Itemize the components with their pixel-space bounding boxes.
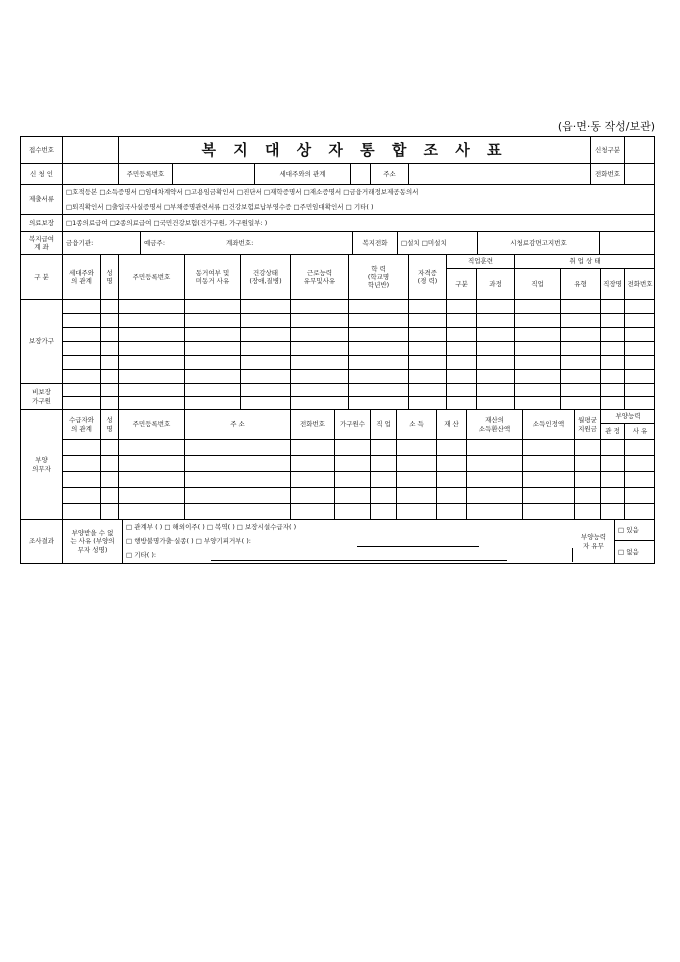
table-cell[interactable] xyxy=(371,456,397,472)
table-cell[interactable] xyxy=(397,504,437,520)
welfare-account-label: 복지급여 계 좌 xyxy=(21,232,63,255)
table-cell[interactable] xyxy=(119,356,185,370)
sup-col-job: 직 업 xyxy=(371,410,397,440)
table-cell[interactable] xyxy=(575,440,601,456)
col-job-type: 유형 xyxy=(561,269,601,300)
table-cell[interactable] xyxy=(119,397,185,410)
table-cell[interactable] xyxy=(625,342,655,356)
table-cell[interactable] xyxy=(561,384,601,397)
table-cell[interactable] xyxy=(561,397,601,410)
table-cell[interactable] xyxy=(335,440,371,456)
table-cell[interactable] xyxy=(409,356,447,370)
table-cell[interactable] xyxy=(241,370,291,384)
table-cell[interactable] xyxy=(63,300,101,314)
table-cell[interactable] xyxy=(467,504,523,520)
welfare-phone-label: 복지전화 xyxy=(353,232,398,255)
resident-no-field[interactable] xyxy=(173,164,255,185)
table-cell[interactable] xyxy=(371,488,397,504)
supporter-label: 부양 의무자 xyxy=(21,410,63,520)
table-cell[interactable] xyxy=(575,488,601,504)
table-cell[interactable] xyxy=(477,300,515,314)
table-cell[interactable] xyxy=(625,356,655,370)
table-cell[interactable] xyxy=(101,440,119,456)
ability-yes-option[interactable]: □ 있음 xyxy=(615,520,655,541)
table-cell[interactable] xyxy=(185,440,291,456)
investigation-line-1[interactable]: □ 관계부 ( ) □ 해외이주( ) □ 복역( ) □ 보장시설수급자( ) xyxy=(126,523,297,532)
table-cell[interactable] xyxy=(515,300,561,314)
table-cell[interactable] xyxy=(477,384,515,397)
receipt-no-label: 접수번호 xyxy=(21,137,63,164)
table-cell[interactable] xyxy=(101,314,119,328)
table-cell[interactable] xyxy=(101,356,119,370)
table-cell[interactable] xyxy=(241,356,291,370)
table-cell[interactable] xyxy=(101,370,119,384)
support-ability-label: 부양능력 자 유무 xyxy=(573,520,615,563)
col-relation: 세대주와 의 관계 xyxy=(63,255,101,300)
table-cell[interactable] xyxy=(625,300,655,314)
table-cell[interactable] xyxy=(601,328,625,342)
table-cell[interactable] xyxy=(349,300,409,314)
form-top-note: (읍·면·동 작성/보관) xyxy=(557,120,655,133)
table-cell[interactable] xyxy=(409,300,447,314)
table-cell[interactable] xyxy=(625,488,655,504)
investigation-reason-label: 부양받을 수 없 는 사유 (부양의 무자 성명) xyxy=(63,520,123,563)
table-cell[interactable] xyxy=(63,456,101,472)
table-cell[interactable] xyxy=(561,342,601,356)
documents-line-1[interactable]: □호적등본 □소득증명서 □임대차계약서 □고용임금확인서 □진단서 □재학증명서 □재소증명서 □금융거래정보제공동의서 xyxy=(66,188,419,197)
table-cell[interactable] xyxy=(515,328,561,342)
col-work-ability: 근로능력 유무및사유 xyxy=(291,255,349,300)
table-cell[interactable] xyxy=(561,300,601,314)
investigation-label: 조사결과 xyxy=(21,520,63,563)
form-title: 복 지 대 상 자 통 합 조 사 표 xyxy=(119,137,591,164)
col-cohab: 동거여부 및 미동거 사유 xyxy=(185,255,241,300)
sup-col-phone: 전화번호 xyxy=(291,410,335,440)
table-cell[interactable] xyxy=(185,356,241,370)
table-cell[interactable] xyxy=(437,440,467,456)
table-cell[interactable] xyxy=(101,384,119,397)
table-cell[interactable] xyxy=(625,440,655,456)
table-cell[interactable] xyxy=(523,440,575,456)
table-cell[interactable] xyxy=(601,342,625,356)
table-cell[interactable] xyxy=(185,314,241,328)
col-workplace: 직장명 xyxy=(601,269,625,300)
table-cell[interactable] xyxy=(515,384,561,397)
table-cell[interactable] xyxy=(561,370,601,384)
address-label: 주소 xyxy=(371,164,409,185)
table-cell[interactable] xyxy=(63,440,101,456)
table-cell[interactable] xyxy=(437,504,467,520)
col-training: 직업훈련 xyxy=(447,255,515,269)
table-cell[interactable] xyxy=(349,314,409,328)
non-protected-label: 비보장 가구원 xyxy=(21,384,63,410)
table-cell[interactable] xyxy=(409,370,447,384)
table-cell[interactable] xyxy=(241,328,291,342)
table-cell[interactable] xyxy=(241,342,291,356)
table-cell[interactable] xyxy=(477,314,515,328)
table-cell[interactable] xyxy=(63,314,101,328)
table-cell[interactable] xyxy=(625,328,655,342)
table-cell[interactable] xyxy=(119,342,185,356)
ability-no-option[interactable]: □ 없음 xyxy=(618,547,639,556)
table-cell[interactable] xyxy=(185,342,241,356)
table-cell[interactable] xyxy=(409,384,447,397)
relation-label: 세대주와의 관계 xyxy=(255,164,351,185)
table-cell[interactable] xyxy=(515,342,561,356)
table-cell[interactable] xyxy=(291,328,349,342)
tv-fee-label: 시청료감면고지번호 xyxy=(478,232,600,255)
resident-no-label: 주민등록번호 xyxy=(119,164,173,185)
table-cell[interactable] xyxy=(291,440,335,456)
table-cell[interactable] xyxy=(409,328,447,342)
table-cell[interactable] xyxy=(477,356,515,370)
sup-col-property-detail: 재산의 소득환산액 xyxy=(467,410,523,440)
table-cell[interactable] xyxy=(515,397,561,410)
table-cell[interactable] xyxy=(101,456,119,472)
table-cell[interactable] xyxy=(523,504,575,520)
table-cell[interactable] xyxy=(447,370,477,384)
table-cell[interactable] xyxy=(625,314,655,328)
address-field[interactable] xyxy=(409,164,591,185)
table-cell[interactable] xyxy=(575,456,601,472)
table-cell[interactable] xyxy=(291,300,349,314)
table-cell[interactable] xyxy=(119,440,185,456)
investigation-line-2[interactable]: □ 행방불명가출·실종( ) □ 부양기피거부( ): xyxy=(126,536,251,545)
table-cell[interactable] xyxy=(371,504,397,520)
table-cell[interactable] xyxy=(101,328,119,342)
table-cell[interactable] xyxy=(397,440,437,456)
documents-line-2[interactable]: □퇴직확인서 □출입국사실증명서 □부채증명관련서류 □건강보험료납부영수증 □주민임대확인서 □ 기타( ) xyxy=(63,200,655,215)
table-cell[interactable] xyxy=(349,342,409,356)
table-cell[interactable] xyxy=(119,488,185,504)
table-cell[interactable] xyxy=(291,488,335,504)
table-cell[interactable] xyxy=(447,342,477,356)
account-field[interactable]: 계좌번호: xyxy=(223,232,353,255)
table-cell[interactable] xyxy=(601,456,625,472)
col-gender: 성 명 xyxy=(101,255,119,300)
table-cell[interactable] xyxy=(63,370,101,384)
col-job: 직업 xyxy=(515,269,561,300)
table-cell[interactable] xyxy=(349,356,409,370)
table-cell[interactable] xyxy=(291,370,349,384)
table-cell[interactable] xyxy=(625,504,655,520)
col-school: 학 력 (학교명 학년반) xyxy=(349,255,409,300)
sup-col-gender: 성 명 xyxy=(101,410,119,440)
table-cell[interactable] xyxy=(467,488,523,504)
col-health: 건강상태 (장애,질병) xyxy=(241,255,291,300)
table-cell[interactable] xyxy=(467,472,523,488)
table-cell[interactable] xyxy=(437,472,467,488)
table-cell[interactable] xyxy=(119,384,185,397)
table-cell[interactable] xyxy=(119,300,185,314)
table-cell[interactable] xyxy=(397,472,437,488)
table-cell[interactable] xyxy=(291,472,335,488)
table-cell[interactable] xyxy=(291,342,349,356)
medical-options[interactable]: □1종의료급여 □2종의료급여 □국민건강보험(건가구원, 가구원일부: ) xyxy=(63,215,655,232)
table-cell[interactable] xyxy=(185,370,241,384)
table-cell[interactable] xyxy=(185,300,241,314)
table-cell[interactable] xyxy=(185,456,291,472)
table-cell[interactable] xyxy=(335,456,371,472)
table-cell[interactable] xyxy=(335,488,371,504)
table-cell[interactable] xyxy=(241,300,291,314)
table-cell[interactable] xyxy=(601,356,625,370)
sup-col-resident-no: 주민등록번호 xyxy=(119,410,185,440)
table-cell[interactable] xyxy=(575,504,601,520)
table-cell[interactable] xyxy=(561,328,601,342)
table-cell[interactable] xyxy=(601,300,625,314)
table-cell[interactable] xyxy=(601,488,625,504)
table-cell[interactable] xyxy=(409,397,447,410)
table-cell[interactable] xyxy=(185,472,291,488)
welfare-survey-form xyxy=(20,136,655,564)
col-employment: 취 업 상 태 xyxy=(515,255,655,269)
table-cell[interactable] xyxy=(185,397,241,410)
table-cell[interactable] xyxy=(397,488,437,504)
relation-field[interactable] xyxy=(351,164,371,185)
table-cell[interactable] xyxy=(447,397,477,410)
table-cell[interactable] xyxy=(185,384,241,397)
table-cell[interactable] xyxy=(119,314,185,328)
table-cell[interactable] xyxy=(291,456,335,472)
table-cell[interactable] xyxy=(101,504,119,520)
medical-label: 의료보장 xyxy=(21,215,63,232)
table-cell[interactable] xyxy=(477,328,515,342)
table-cell[interactable] xyxy=(291,314,349,328)
table-cell[interactable] xyxy=(349,397,409,410)
table-cell[interactable] xyxy=(625,456,655,472)
sup-col-monthly-support: 월평균 지원금 xyxy=(575,410,601,440)
sup-col-ability-reason: 사 유 xyxy=(625,424,655,440)
table-cell[interactable] xyxy=(291,504,335,520)
sup-col-income: 소 득 xyxy=(397,410,437,440)
table-cell[interactable] xyxy=(467,440,523,456)
table-cell[interactable] xyxy=(291,356,349,370)
sup-col-address: 주 소 xyxy=(185,410,291,440)
apply-type-label: 신청구분 xyxy=(591,137,625,164)
holder-field[interactable]: 예금주: xyxy=(141,232,223,255)
receipt-no-field[interactable] xyxy=(63,137,119,164)
investigation-line-3[interactable]: □ 기타( ): xyxy=(123,548,573,562)
table-cell[interactable] xyxy=(437,456,467,472)
table-cell[interactable] xyxy=(625,472,655,488)
col-workphone: 전화번호 xyxy=(625,269,655,300)
table-cell[interactable] xyxy=(101,342,119,356)
table-cell[interactable] xyxy=(241,314,291,328)
table-cell[interactable] xyxy=(625,370,655,384)
install-options[interactable]: □설치 □미설치 xyxy=(398,232,478,255)
sup-col-property: 재 산 xyxy=(437,410,467,440)
table-cell[interactable] xyxy=(63,488,101,504)
table-cell[interactable] xyxy=(601,472,625,488)
col-training-type: 구분 xyxy=(447,269,477,300)
table-cell[interactable] xyxy=(349,384,409,397)
applicant-label: 신 청 인 xyxy=(21,164,63,185)
table-cell[interactable] xyxy=(63,356,101,370)
table-cell[interactable] xyxy=(371,472,397,488)
table-cell[interactable] xyxy=(241,384,291,397)
table-cell[interactable] xyxy=(409,342,447,356)
table-cell[interactable] xyxy=(119,370,185,384)
col-resident-no: 주민등록번호 xyxy=(119,255,185,300)
table-cell[interactable] xyxy=(477,397,515,410)
table-cell[interactable] xyxy=(63,504,101,520)
applicant-name-field[interactable] xyxy=(63,164,119,185)
table-cell[interactable] xyxy=(291,384,349,397)
table-cell[interactable] xyxy=(523,456,575,472)
sup-col-relation: 수급자와 의 관계 xyxy=(63,410,101,440)
table-cell[interactable] xyxy=(447,384,477,397)
col-division: 구 분 xyxy=(21,255,63,300)
col-career: 자격증 (경 력) xyxy=(409,255,447,300)
table-cell[interactable] xyxy=(349,328,409,342)
table-cell[interactable] xyxy=(561,314,601,328)
table-cell[interactable] xyxy=(63,472,101,488)
tv-fee-field[interactable] xyxy=(600,232,655,255)
table-cell[interactable] xyxy=(63,384,101,397)
phone-field[interactable] xyxy=(625,164,655,185)
investigation-line-3-underline xyxy=(211,560,507,561)
table-cell[interactable] xyxy=(601,384,625,397)
table-cell[interactable] xyxy=(625,384,655,397)
table-cell[interactable] xyxy=(477,342,515,356)
table-cell[interactable] xyxy=(447,356,477,370)
table-cell[interactable] xyxy=(409,314,447,328)
table-cell[interactable] xyxy=(601,370,625,384)
table-cell[interactable] xyxy=(601,440,625,456)
table-cell[interactable] xyxy=(291,397,349,410)
apply-type-field[interactable] xyxy=(625,137,655,164)
col-training-course: 과정 xyxy=(477,269,515,300)
documents-label: 제출서류 xyxy=(21,185,63,215)
table-cell[interactable] xyxy=(371,440,397,456)
table-cell[interactable] xyxy=(119,456,185,472)
table-cell[interactable] xyxy=(101,488,119,504)
table-cell[interactable] xyxy=(185,504,291,520)
table-cell[interactable] xyxy=(515,314,561,328)
table-cell[interactable] xyxy=(437,488,467,504)
table-cell[interactable] xyxy=(397,456,437,472)
table-cell[interactable] xyxy=(515,356,561,370)
table-cell[interactable] xyxy=(447,300,477,314)
bank-field[interactable]: 금융기관: xyxy=(63,232,141,255)
table-cell[interactable] xyxy=(63,397,101,410)
table-cell[interactable] xyxy=(601,397,625,410)
sup-col-ability-yes: 관 정 xyxy=(601,424,625,440)
table-cell[interactable] xyxy=(101,472,119,488)
table-cell[interactable] xyxy=(575,472,601,488)
table-cell[interactable] xyxy=(601,314,625,328)
table-cell[interactable] xyxy=(447,314,477,328)
sup-col-income-judged: 소득인정액 xyxy=(523,410,575,440)
investigation-line-2-underline xyxy=(357,546,479,547)
table-cell[interactable] xyxy=(119,472,185,488)
table-cell[interactable] xyxy=(335,472,371,488)
table-cell[interactable] xyxy=(335,504,371,520)
table-cell[interactable] xyxy=(523,472,575,488)
sup-col-members: 가구원수 xyxy=(335,410,371,440)
table-cell[interactable] xyxy=(101,300,119,314)
table-cell[interactable] xyxy=(467,456,523,472)
sup-col-support-ability: 부양능력 xyxy=(601,410,655,424)
table-cell[interactable] xyxy=(625,397,655,410)
table-cell[interactable] xyxy=(349,370,409,384)
table-cell[interactable] xyxy=(119,328,185,342)
table-cell[interactable] xyxy=(447,328,477,342)
table-cell[interactable] xyxy=(241,397,291,410)
table-cell[interactable] xyxy=(119,504,185,520)
table-cell[interactable] xyxy=(561,356,601,370)
table-cell[interactable] xyxy=(477,370,515,384)
table-cell[interactable] xyxy=(101,397,119,410)
table-cell[interactable] xyxy=(185,328,241,342)
table-cell[interactable] xyxy=(601,504,625,520)
table-cell[interactable] xyxy=(515,370,561,384)
protected-household-label: 보장가구 xyxy=(21,300,63,384)
table-cell[interactable] xyxy=(63,342,101,356)
table-cell[interactable] xyxy=(185,488,291,504)
table-cell[interactable] xyxy=(63,328,101,342)
table-cell[interactable] xyxy=(523,488,575,504)
phone-label: 전화번호 xyxy=(591,164,625,185)
